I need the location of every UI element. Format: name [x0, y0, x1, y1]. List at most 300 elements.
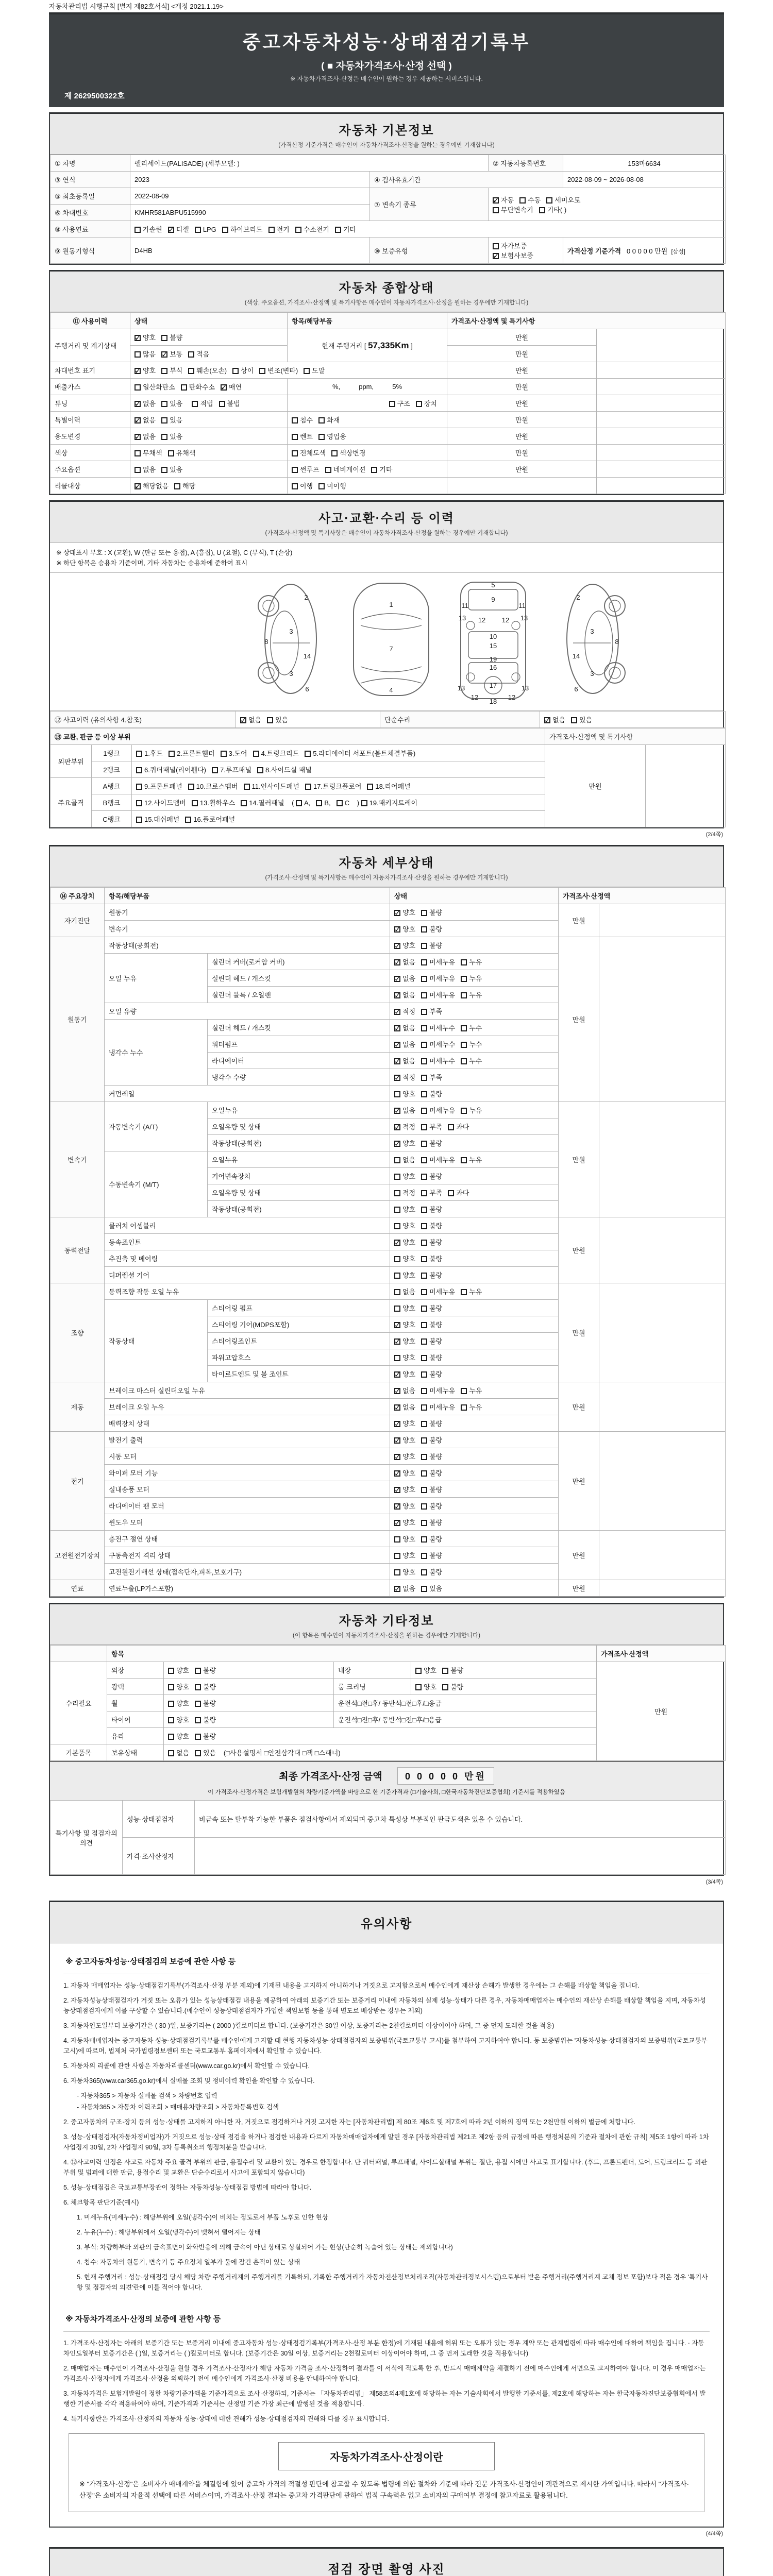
- checkbox-checked-icon: [135, 434, 141, 440]
- car-name-label: ① 차명: [51, 155, 130, 172]
- recall-kind-options: [288, 478, 447, 494]
- checkbox-option: 양호: [168, 1731, 189, 1741]
- rankB-label: B랭크: [92, 794, 132, 811]
- detail-state-options: [390, 1531, 559, 1547]
- checkbox-option: 4.트렁크리드: [253, 748, 299, 758]
- notice-item: 3. 부식: 차량하부와 외판의 금속표면이 화학반응에 의해 금속이 아닌 상태로 상실되어 가는 현상(단순히 녹슬어 있는 상태는 제외합니다): [77, 2244, 453, 2251]
- checkbox-option: 영업용: [318, 431, 346, 441]
- inspector-label: 성능·상태점검자: [123, 1801, 195, 1838]
- checkbox-empty-icon: [335, 227, 341, 233]
- section-accident-history: [49, 500, 724, 828]
- base-price-label: 가격산정 기준가격: [567, 247, 621, 255]
- repair-needed-label: 수리필요: [51, 1662, 107, 1744]
- definition-box-title: 자동차가격조사·산정이란: [278, 2442, 495, 2470]
- detail-state-options: [390, 1514, 559, 1531]
- checkbox-empty-icon: [371, 467, 377, 473]
- checkbox-option: 없음: [394, 1155, 415, 1164]
- checkbox-option: 누수: [461, 1023, 482, 1032]
- detail-state-options: [390, 1151, 559, 1168]
- checkbox-checked-icon: [544, 717, 550, 723]
- etc-price-cell: 만원: [597, 1662, 726, 1761]
- checkbox-checked-icon: [135, 368, 141, 374]
- checkbox-empty-icon: [394, 1289, 400, 1295]
- svg-text:1: 1: [389, 601, 393, 608]
- svg-text:10: 10: [489, 633, 497, 640]
- notice-item: 3. 자동차가격은 보험개발원이 정한 차량기준가액을 기준가격으로 조사·산정하되, 기준서는 「자동차관리법」 제58조의4제1호에 해당하는 자는 기술사회에서 발행한 기준서를, 제2호에 해당하는 자는 한국자동차진단보증협회에서 발행한 기준서를 각각 적용하여야 하며, 기준가격과 기준서는 산정일 기준 가장 최근에 발행된 것을 적용합니다.: [63, 2390, 706, 2408]
- checkbox-option: 불량: [421, 1336, 442, 1346]
- checkbox-checked-icon: [394, 1042, 400, 1048]
- checkbox-option: 양호: [168, 1715, 189, 1724]
- checkbox-empty-icon: [421, 1404, 427, 1411]
- checkbox-checked-icon: [394, 976, 400, 982]
- notice-item: 1. 자동차 매매업자는 성능·상태점검기록부(가격조사·산정 부분 제외)에 기재된 내용을 고지하지 아니하거나 거짓으로 고지함으로써 매수인에게 재산상 손해가 발생한 경우에는 그 손해를 배상할 책임을 집니다.: [63, 1982, 640, 1989]
- checkbox-option: 미세누수: [421, 1023, 455, 1032]
- checkbox-empty-icon: [367, 784, 373, 790]
- checkbox-checked-icon: [394, 1009, 400, 1015]
- checkbox-empty-icon: [188, 368, 194, 374]
- svg-text:4: 4: [389, 686, 393, 694]
- checkbox-empty-icon: [493, 243, 499, 249]
- checkbox-empty-icon: [135, 450, 141, 456]
- checkbox-checked-icon: [135, 483, 141, 489]
- checkbox-empty-icon: [442, 1668, 448, 1674]
- checkbox-empty-icon: [185, 817, 191, 823]
- checkbox-option: A,: [296, 799, 310, 807]
- checkbox-option: 불량: [421, 1484, 442, 1494]
- room-cleaning-label: 룸 크리닝: [334, 1679, 411, 1695]
- checkbox-option: 7.루프패널: [212, 765, 251, 774]
- checkbox-option: 불량: [421, 1204, 442, 1214]
- checkbox-option: ✓ 양호: [394, 1501, 415, 1511]
- checkbox-checked-icon: [394, 1058, 400, 1064]
- detail-state-options: [390, 921, 559, 937]
- checkbox-option: 2.프론트휀더: [169, 748, 215, 758]
- checkbox-empty-icon: [421, 1338, 427, 1345]
- checkbox-option: 렌트: [292, 431, 313, 441]
- detail-state-options: [390, 1300, 559, 1316]
- checkbox-empty-icon: [421, 1174, 427, 1180]
- checkbox-empty-icon: [421, 910, 427, 916]
- checkbox-option: 부족: [421, 1006, 442, 1016]
- checkbox-option: 불량: [421, 1089, 442, 1098]
- price-cell: 만원: [447, 379, 597, 395]
- svg-text:14: 14: [303, 652, 311, 660]
- detail-state-options: [390, 1267, 559, 1283]
- appraiser-label: 가격·조사산정자: [123, 1838, 195, 1875]
- holding-state-label: 보유상태: [107, 1744, 164, 1761]
- simple-repair-label: 단순수리: [380, 711, 540, 728]
- notice-item: 2. 매매업자는 매수인이 가격조사·산정을 원할 경우 가격조사·산정자가 해당 자동차 가격을 조사·산정하여 결과를 이 서식에 적도록 한 후, 반드시 매매계약을 체결하기 전에 매수인에게 서면으로 고지하여야 합니다. 이 경우 매매업자는 가격조사·산정자에게 가격조사·산정을 의뢰하기 전에 매수인에게 가격조사·산정 비용을 안내하여야 합니다.: [63, 2365, 706, 2382]
- checkbox-option: ✓ 없음: [135, 431, 156, 441]
- checkbox-empty-icon: [394, 1190, 400, 1196]
- mileage-label: 주행거리 및 계기상태: [51, 329, 130, 362]
- checkbox-checked-icon: [394, 1124, 400, 1130]
- notice-block1-sub: [63, 2091, 710, 2112]
- svg-text:3: 3: [289, 670, 293, 677]
- checkbox-empty-icon: [168, 1717, 174, 1723]
- notice-header: [50, 1902, 723, 1943]
- checkbox-option: 양호: [394, 1352, 415, 1362]
- checkbox-option: ✓ 디젤: [168, 224, 189, 234]
- recall-options: [130, 478, 288, 494]
- checkbox-empty-icon: [325, 467, 331, 473]
- checkbox-checked-icon: [394, 992, 400, 998]
- base-price-value: 0 0 0 0 0 만원: [626, 247, 668, 255]
- notice-item: - 자동차365 > 자동차 실매물 검색 > 차량번호 입력: [77, 2092, 217, 2099]
- detail-state-options: [390, 1184, 559, 1201]
- final-price-value: 0 0 0 0 0 만원: [397, 1767, 494, 1785]
- checkbox-option: 있음: [195, 1748, 216, 1757]
- vin-marking-label: 차대번호 표기: [51, 362, 130, 379]
- checkbox-empty-icon: [448, 1124, 454, 1130]
- checkbox-empty-icon: [136, 800, 142, 806]
- svg-text:3: 3: [289, 628, 293, 635]
- warranty-type-label: ⑩ 보증유형: [370, 238, 489, 264]
- checkbox-empty-icon: [168, 1701, 174, 1707]
- checkbox-empty-icon: [421, 1207, 427, 1213]
- detail-state-options: [390, 1415, 559, 1432]
- checkbox-empty-icon: [461, 976, 467, 982]
- tire-label: 타이어: [107, 1711, 164, 1728]
- svg-text:6: 6: [305, 685, 309, 693]
- overall-state-subtitle: (색상, 주요옵션, 가격조사·산정액 및 특기사항은 매수인이 자동차가격조사·산정을 원하는 경우에만 기재합니다): [244, 300, 529, 306]
- col-state: 상태: [130, 313, 288, 329]
- checkbox-empty-icon: [241, 800, 247, 806]
- checkbox-empty-icon: [421, 1223, 427, 1229]
- detail-price-cell: 만원: [559, 1432, 599, 1531]
- page-mark-3: (3/4쪽): [705, 1879, 723, 1885]
- pillar-paren-open: (: [292, 799, 294, 807]
- mileage-amount-options: [130, 346, 288, 362]
- detail-item-label: 오일누유: [208, 1151, 390, 1168]
- appraiser-remark: [195, 1838, 726, 1875]
- svg-text:8: 8: [264, 638, 268, 646]
- detail-item-label: 원동기: [105, 904, 390, 921]
- detail-state-options: [390, 1316, 559, 1333]
- interior-options: [411, 1662, 597, 1679]
- year-label: ③ 연식: [51, 172, 130, 188]
- detail-item-label: 실린더 블록 / 오일팬: [208, 987, 390, 1003]
- detail-item-label: 배력장치 상태: [105, 1415, 390, 1432]
- detail-item-label: 스티어링조인트: [208, 1333, 390, 1349]
- detail-state-options: [390, 1366, 559, 1382]
- detail-state-options: [390, 1333, 559, 1349]
- main-option-options: [130, 461, 288, 478]
- final-price-label: 최종 가격조사·산정 금액: [279, 1771, 382, 1782]
- col-detail-price: 가격조사·산정액: [559, 888, 726, 904]
- checkbox-option: 누유: [461, 973, 482, 983]
- pillar-paren-close: ): [357, 799, 360, 807]
- detail-item-label: 작동상태(공회전): [105, 937, 390, 954]
- checkbox-empty-icon: [136, 784, 142, 790]
- checkbox-option: ✓ 적정: [394, 1006, 415, 1016]
- checkbox-empty-icon: [292, 434, 298, 440]
- device-group-label: 제동: [51, 1382, 105, 1432]
- checkbox-empty-icon: [421, 1421, 427, 1427]
- color-label: 색상: [51, 445, 130, 461]
- emission-label: 배출가스: [51, 379, 130, 395]
- checkbox-empty-icon: [421, 1256, 427, 1262]
- checkbox-option: 누유: [461, 1286, 482, 1296]
- simple-repair-options: [540, 711, 726, 728]
- checkbox-option: 누유: [461, 990, 482, 999]
- checkbox-option: 양호: [415, 1665, 436, 1675]
- exterior-label: 외장: [107, 1662, 164, 1679]
- car-name-value: 팰리세이드(PALISADE) (세부모델: ): [130, 155, 489, 172]
- checkbox-option: 불량: [421, 1451, 442, 1461]
- detail-item-label: 브레이크 오일 누유: [105, 1399, 390, 1415]
- state-symbol-legend: [50, 543, 723, 573]
- notice-item: 4. 자동차매매업자는 중고자동차 성능·상태점검기록부를 매수인에게 고지할 때 현행 자동차성능·상태점검자의 보증범위(국토교통부 고시)를 첨부하여 고지하여야 합니다. 동 보증범위는 '자동차성능·상태점검자의 보증범위'(국토교통부 고시)에 따르며, 법제처 국가법령정보센터 또는 국토교통부 홈페이지에서 확인할 수 있습니다.: [63, 2037, 708, 2055]
- checkbox-empty-icon: [305, 784, 311, 790]
- overall-state-header: [50, 272, 723, 312]
- basic-info-subtitle: (가격산정 기준가격은 매수인이 자동차가격조사·산정을 원하는 경우에만 기재합니다): [278, 142, 495, 148]
- photos-header: [50, 2549, 723, 2576]
- rank1-label: 1랭크: [92, 745, 132, 761]
- detail-item-label: 충전구 절연 상태: [105, 1531, 390, 1547]
- checkbox-option: 있음: [161, 431, 182, 441]
- detail-price-cell: 만원: [559, 904, 599, 937]
- checkbox-empty-icon: [305, 751, 311, 757]
- checkbox-option: 미세누유: [421, 1105, 455, 1115]
- checkbox-empty-icon: [394, 1157, 400, 1163]
- page-mark-4: (4/4쪽): [705, 2531, 723, 2537]
- detail-item-label: 오일유량 및 상태: [208, 1184, 390, 1201]
- detail-state-options: [390, 1020, 559, 1036]
- checkbox-empty-icon: [421, 1108, 427, 1114]
- svg-text:2: 2: [576, 594, 580, 601]
- svg-text:17: 17: [489, 682, 497, 689]
- checkbox-option: 양호: [394, 1550, 415, 1560]
- detail-item-label: 실내송풍 모터: [105, 1481, 390, 1498]
- current-mileage-cell: [288, 329, 447, 362]
- col-item-part: 항목/해당부품: [288, 313, 447, 329]
- checkbox-option: 양호: [168, 1698, 189, 1708]
- checkbox-empty-icon: [257, 767, 263, 773]
- checkbox-option: 가솔린: [135, 224, 162, 234]
- device-group-label: 변속기: [51, 1102, 105, 1217]
- checkbox-option: 색상변경: [331, 448, 365, 457]
- detail-state-options: [390, 987, 559, 1003]
- detail-price-cell: 만원: [559, 1531, 599, 1580]
- detail-item-label: 와이퍼 모터 기능: [105, 1465, 390, 1481]
- checkbox-option: 네비게이션: [325, 464, 366, 474]
- detail-item-label: 타이로드엔드 및 볼 조인트: [208, 1366, 390, 1382]
- detail-item-label: 브레이크 마스터 실린더오일 누유: [105, 1382, 390, 1399]
- checkbox-option: 불량: [421, 1221, 442, 1230]
- document-number: 제 2629500322호: [64, 92, 125, 100]
- checkbox-empty-icon: [168, 1668, 174, 1674]
- etc-col-price: 가격조사·산정액: [597, 1646, 726, 1662]
- detail-state-options: [390, 1003, 559, 1020]
- transmission-options-row1: [493, 195, 721, 205]
- detail-item-label: 작동상태(공회전): [208, 1135, 390, 1151]
- checkbox-checked-icon: [394, 1421, 400, 1427]
- detail-state-options: [390, 1234, 559, 1250]
- notice-item: 4. 특기사항란은 가격조사·산정자의 자동차 성능·상태에 대한 견해가 성능·상태점검자의 견해와 다를 경우 표시합니다.: [63, 2415, 390, 2422]
- detail-item-label: 스티어링 펌프: [208, 1300, 390, 1316]
- checkbox-checked-icon: [221, 384, 227, 391]
- detail-price-cell: 만원: [559, 1382, 599, 1432]
- checkbox-option: 미세누유: [421, 1286, 455, 1296]
- notice-item: 5. 현재 주행거리 : 성능·상태점검 당시 해당 차량 주행거리계의 주행거리를 기록하되, 기록한 주행거리가 자동차전산정보처리조직(자동차관리정보시스템)으로부터 받은 주행거리(주행거리계 교체 정보 포함)보다 적은 경우 '특기사항 및 점검자의 의견'란에 이를 적어야 합니다.: [77, 2274, 708, 2291]
- rankB-options-a: [136, 799, 290, 807]
- checkbox-option: 탄화수소: [181, 382, 215, 392]
- checkbox-empty-icon: [337, 800, 343, 806]
- checkbox-option: 불량: [421, 924, 442, 934]
- polish-label: 광택: [107, 1679, 164, 1695]
- checkbox-empty-icon: [188, 784, 194, 790]
- device-sub-label: 수동변속기 (M/T): [105, 1151, 208, 1217]
- checkbox-empty-icon: [195, 227, 201, 233]
- checkbox-option: 불량: [421, 1253, 442, 1263]
- detail-item-label: 오일 유량: [105, 1003, 390, 1020]
- svg-text:18: 18: [489, 698, 497, 705]
- reg-no-label: ② 자동차등록번호: [489, 155, 563, 172]
- checkbox-option: ✓ 없음: [240, 715, 261, 724]
- checkbox-option: 썬루프: [292, 464, 320, 474]
- checkbox-empty-icon: [394, 1355, 400, 1361]
- checkbox-option: 11.인사이드패널: [244, 781, 299, 791]
- svg-text:2: 2: [304, 594, 308, 601]
- remark-cell: [597, 395, 726, 412]
- price-cell: 만원: [447, 346, 597, 362]
- checkbox-option: ✓ 없음: [544, 715, 565, 724]
- checkbox-empty-icon: [421, 1058, 427, 1064]
- checkbox-empty-icon: [135, 384, 141, 391]
- checkbox-option: ✓ 없음: [394, 1023, 415, 1032]
- svg-text:8: 8: [615, 638, 619, 646]
- notice-item: - 자동차365 > 자동차 이력조회 > 매매용차량조회 > 자동차등록번호 검색: [77, 2104, 279, 2111]
- checkbox-option: ✓ 없음: [394, 1583, 415, 1593]
- checkbox-empty-icon: [421, 1240, 427, 1246]
- checkbox-empty-icon: [135, 227, 141, 233]
- checkbox-option: 누유: [461, 1385, 482, 1395]
- emission-options: [130, 379, 288, 395]
- checkbox-option: 하이브리드: [222, 224, 263, 234]
- glass-options: [164, 1728, 597, 1744]
- etc-corner-cell: [51, 1646, 107, 1662]
- checkbox-option: 불량: [421, 1517, 442, 1527]
- notice-item: 5. 성능·상태점검은 국토교통부장관이 정하는 자동차성능·상태점검 방법에 따라야 합니다.: [63, 2184, 312, 2191]
- checkbox-checked-icon: [394, 1141, 400, 1147]
- checkbox-option: 전체도색: [292, 448, 326, 457]
- checkbox-empty-icon: [421, 1487, 427, 1493]
- notice-item: 2. 중고자동차의 구조·장치 등의 성능·상태를 고지하지 아니한 자, 거짓으로 점검하거나 거짓 고지한 자는 [자동차관리법] 제 80조 제6호 및 제7호에 따라 2년 이하의 징역 또는 2천만원 이하의 벌금에 처합니다.: [63, 2119, 635, 2126]
- detail-item-label: 오일누유: [208, 1102, 390, 1118]
- checkbox-option: 기타: [335, 224, 356, 234]
- detail-item-label: 변속기: [105, 921, 390, 937]
- checkbox-empty-icon: [421, 1157, 427, 1163]
- detail-item-label: 구동축전지 격리 상태: [105, 1547, 390, 1564]
- checkbox-option: 불량: [195, 1698, 216, 1708]
- detail-row: [51, 1580, 726, 1597]
- checkbox-empty-icon: [421, 1025, 427, 1031]
- polish-options: [164, 1679, 334, 1695]
- detail-row: [51, 1382, 726, 1399]
- checkbox-checked-icon: [394, 1437, 400, 1444]
- checkbox-option: 부족: [421, 1072, 442, 1082]
- checkbox-checked-icon: [240, 717, 246, 723]
- checkbox-empty-icon: [394, 1207, 400, 1213]
- checkbox-empty-icon: [232, 368, 239, 374]
- car-diagram-area: [50, 573, 723, 711]
- checkbox-option: ✓ 없음: [394, 1056, 415, 1065]
- svg-text:12: 12: [508, 693, 516, 701]
- checkbox-empty-icon: [421, 1503, 427, 1510]
- rankC-options: [132, 811, 545, 827]
- detail-state-options: [390, 954, 559, 970]
- checkbox-option: 미세누유: [421, 973, 455, 983]
- remark-cell: [597, 412, 726, 428]
- checkbox-option: ✓ 양호: [135, 365, 156, 375]
- checkbox-checked-icon: [135, 335, 141, 341]
- detail-state-options: [390, 1250, 559, 1267]
- svg-text:13: 13: [457, 684, 465, 692]
- checkbox-option: 수동: [519, 195, 541, 205]
- detail-state-options: [390, 1448, 559, 1465]
- col-usage-history: ⑪ 사용이력: [51, 313, 130, 329]
- checkbox-empty-icon: [188, 351, 194, 358]
- checkbox-option: 침수: [292, 415, 313, 425]
- col-main-device: ⑭ 주요장치: [51, 888, 105, 904]
- checkbox-option: 양호: [394, 1204, 415, 1214]
- checkbox-empty-icon: [461, 1404, 467, 1411]
- detail-item-label: 연료누출(LP가스포함): [105, 1580, 390, 1597]
- svg-text:15: 15: [489, 642, 497, 650]
- warranty-options: [493, 242, 539, 260]
- checkbox-option: 14.필러패널: [241, 798, 284, 807]
- svg-text:7: 7: [389, 645, 393, 653]
- checkbox-empty-icon: [161, 467, 167, 473]
- checkbox-option: 불량: [421, 1270, 442, 1280]
- svg-text:13: 13: [521, 684, 529, 692]
- detail-state-options: [390, 1135, 559, 1151]
- exterior-options: [164, 1662, 334, 1679]
- checkbox-empty-icon: [161, 335, 167, 341]
- checkbox-empty-icon: [448, 1190, 454, 1196]
- detail-state-options: [390, 1102, 559, 1118]
- detail-item-label: 발전기 출력: [105, 1432, 390, 1448]
- checkbox-option: 10.크로스멤버: [188, 781, 238, 791]
- checkbox-option: ✓ 없음: [135, 398, 156, 408]
- checkbox-option: 적법: [192, 398, 213, 408]
- checkbox-empty-icon: [135, 467, 141, 473]
- checkbox-checked-icon: [394, 926, 400, 933]
- checkbox-option: 있음: [161, 464, 182, 474]
- checkbox-option: 12.사이드멤버: [136, 798, 186, 807]
- checkbox-checked-icon: [135, 417, 141, 423]
- detail-state-options: [390, 1481, 559, 1498]
- rank1-options: [132, 745, 545, 761]
- transmission-options: [489, 188, 726, 221]
- detail-state-options: [390, 1547, 559, 1564]
- holding-options: [168, 1749, 222, 1757]
- year-value: 2023: [130, 172, 370, 188]
- notice-item: 1. 미세누유(미세누수) : 해당부위에 오일(냉각수)이 비치는 정도로서 부품 노후로 인한 현상: [77, 2214, 328, 2221]
- detail-item-label: 워터펌프: [208, 1036, 390, 1053]
- checkbox-option: 17.트렁크플로어: [305, 781, 361, 791]
- checkbox-option: 미세누유: [421, 957, 455, 967]
- checkbox-checked-icon: [394, 1520, 400, 1526]
- checkbox-option: 양호: [394, 1270, 415, 1280]
- col-detail-state: 상태: [390, 888, 559, 904]
- detail-state-options: [390, 970, 559, 987]
- svg-text:16: 16: [489, 664, 497, 671]
- rankA-label: A랭크: [92, 778, 132, 794]
- checkbox-checked-icon: [394, 910, 400, 916]
- inspection-period-label: ④ 검사유효기간: [370, 172, 563, 188]
